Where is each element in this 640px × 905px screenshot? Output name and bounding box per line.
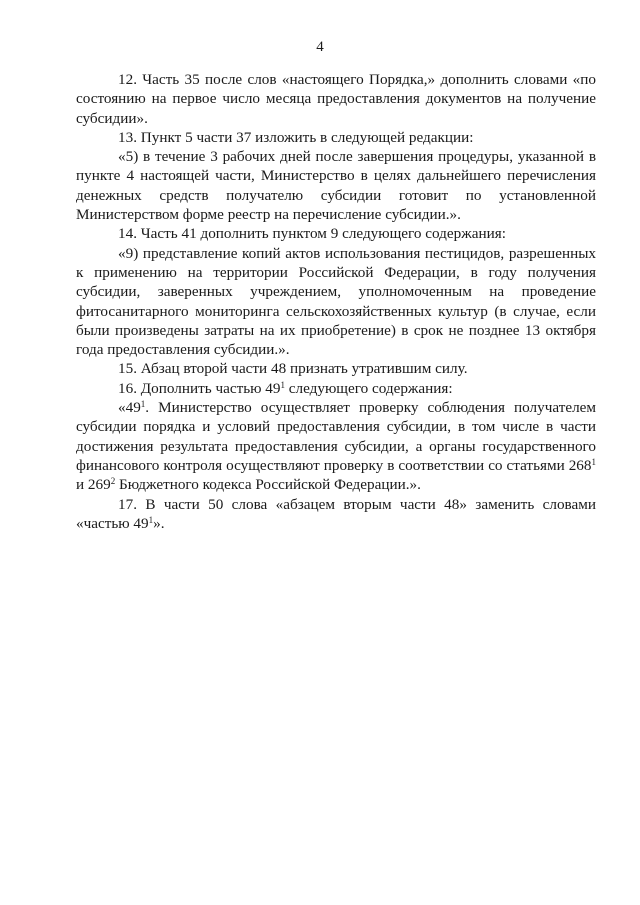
superscript: 2 <box>110 476 116 487</box>
paragraph-16 <box>76 379 596 398</box>
text-segment: «49 <box>118 399 141 417</box>
text-segment: и 269 <box>76 476 111 494</box>
text-segment: 12. Часть 35 после слов «настоящего Порядка,» дополнить словами «по состоянию на первое число месяца предоставления документов на получение субсидии». <box>76 71 596 127</box>
superscript: 1 <box>148 514 154 525</box>
paragraph-15 <box>76 359 596 378</box>
text-segment: 13. Пункт 5 части 37 изложить в следующей редакции: <box>118 128 474 146</box>
superscript: 1 <box>591 456 596 467</box>
text-segment: 16. Дополнить частью 49 <box>118 379 281 397</box>
text-segment: . Министерство осуществляет проверку соблюдения получателем субсидии порядка и условий предоставления субсидии, в том числе в части достижения результата предоставления субсидии, а органы государственного финансового контроля осуществляют проверку в соответствии со статьями 268 <box>76 399 596 474</box>
page-number: 4 <box>316 39 324 55</box>
paragraph-16-quote <box>76 398 596 494</box>
superscript: 1 <box>140 399 146 410</box>
paragraph-17 <box>76 495 596 534</box>
text-segment: «9) представление копий актов использования пестицидов, разрешенных к применению на территории Российской Федерации, в году получения субсидии, заверенных учреждением, уполномоченным на проведение фитосанитарного мониторинга сельскохозяйственных культур (в случае, если были произведены затраты на их приобретение) в срок не позднее 13 октября года предоставления субсидии.». <box>76 244 596 359</box>
paragraph-13-quote <box>76 147 596 224</box>
text-segment: 17. В части 50 слова «абзацем вторым части 48» заменить словами «частью 49 <box>76 495 596 532</box>
paragraph-14-quote <box>76 244 596 360</box>
paragraph-12 <box>76 70 596 128</box>
text-segment: ». <box>153 514 165 532</box>
document-body <box>76 70 596 533</box>
text-segment: «5) в течение 3 рабочих дней после завершения процедуры, указанной в пункте 4 настоящей части, Министерство в целях дальнейшего перечисления денежных средств получателю субсидии готовит по установленной Министерством форме реестр на перечисление субсидии.». <box>76 148 596 224</box>
text-segment: следующего содержания: <box>284 379 453 397</box>
text-segment: 15. Абзац второй части 48 признать утратившим силу. <box>118 360 468 378</box>
paragraph-14 <box>76 224 596 243</box>
text-segment: 14. Часть 41 дополнить пунктом 9 следующего содержания: <box>118 225 506 243</box>
text-segment: Бюджетного кодекса Российской Федерации.». <box>115 476 421 494</box>
paragraph-13 <box>76 128 596 147</box>
superscript: 1 <box>280 379 285 390</box>
